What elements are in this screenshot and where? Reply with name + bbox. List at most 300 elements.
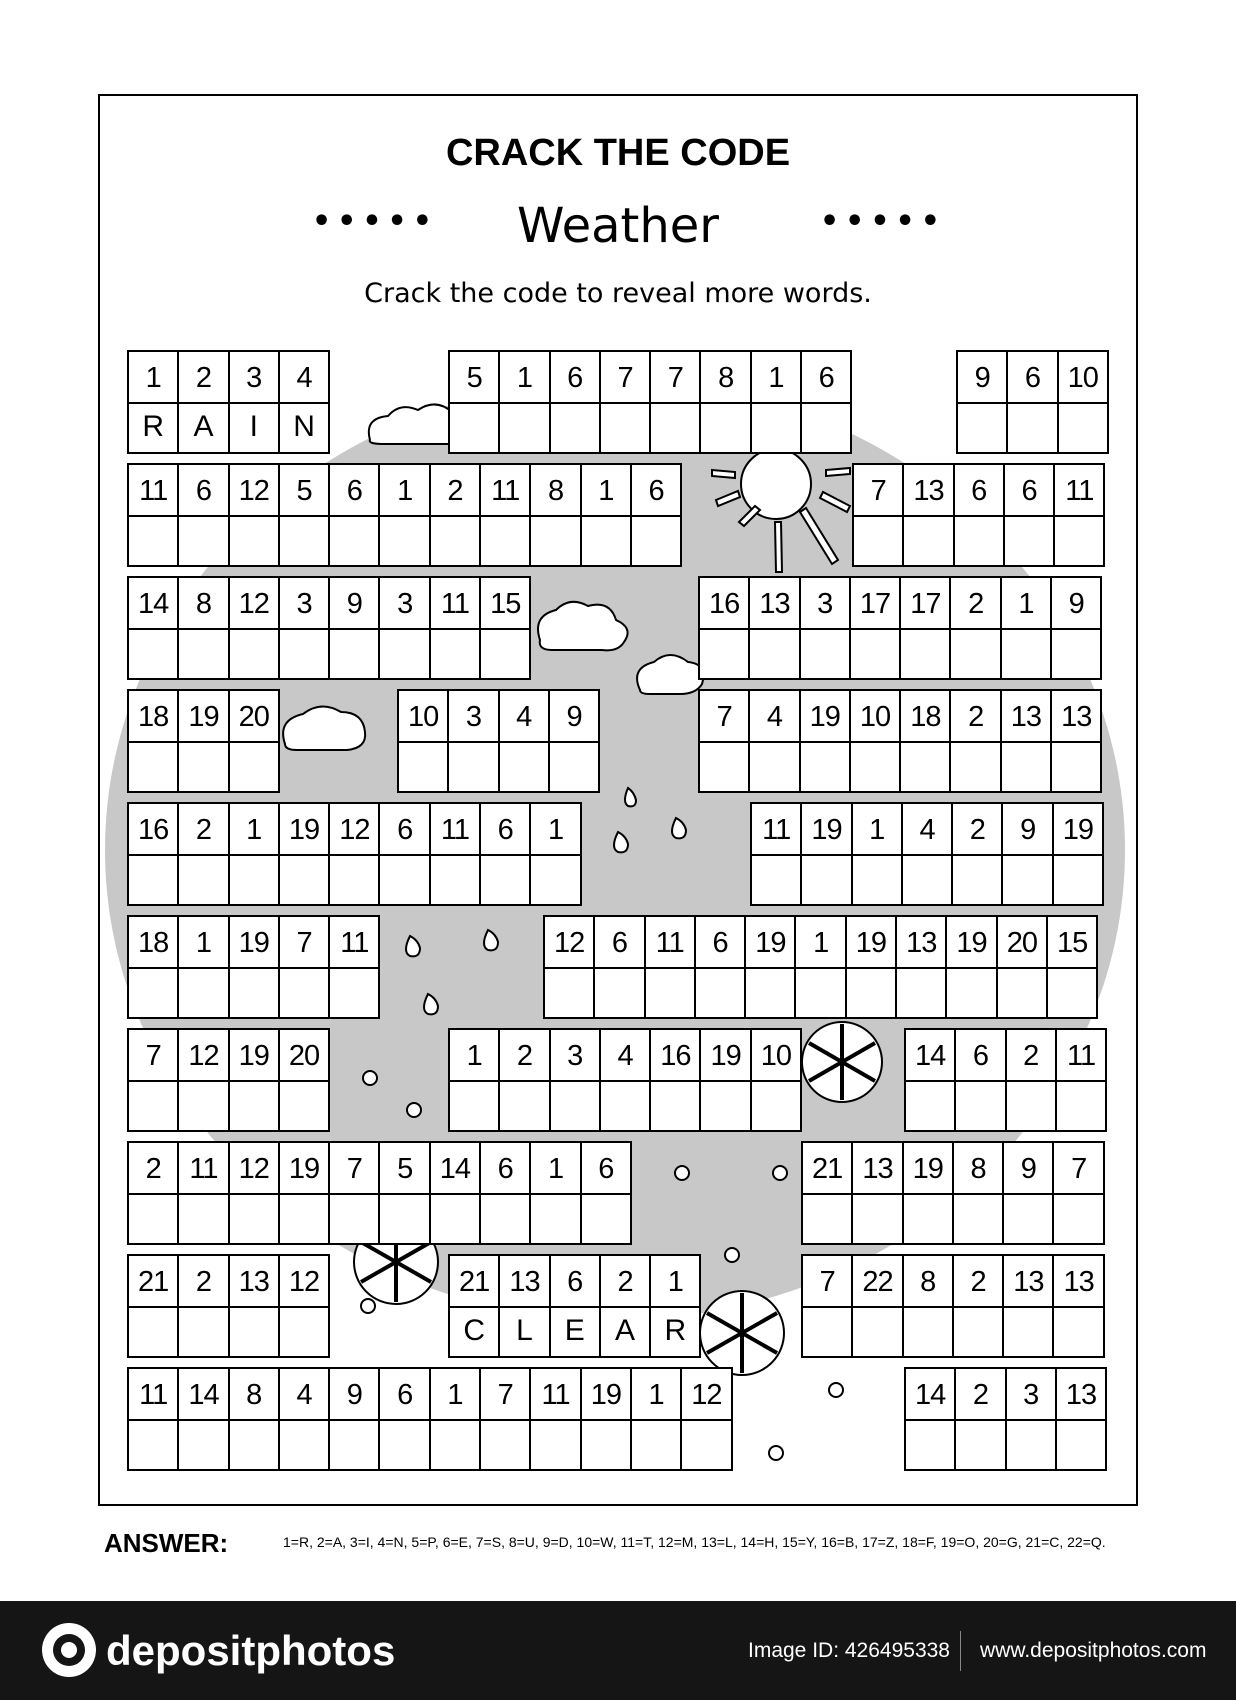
- code-cell[interactable]: [450, 352, 500, 454]
- code-cell[interactable]: [801, 691, 851, 793]
- code-cell[interactable]: [280, 804, 330, 906]
- code-number: 19: [855, 927, 887, 959]
- code-word: [127, 576, 531, 680]
- code-number: 8: [246, 1379, 262, 1411]
- code-number: 21: [459, 1266, 490, 1298]
- code-number: 1: [813, 927, 829, 959]
- code-word: [127, 915, 380, 1019]
- code-number: 11: [139, 475, 168, 507]
- code-cell[interactable]: [500, 1256, 550, 1358]
- code-cell[interactable]: [803, 1256, 853, 1358]
- code-cell[interactable]: [545, 917, 595, 1019]
- code-cell[interactable]: [802, 352, 852, 454]
- code-cell[interactable]: [179, 1369, 229, 1471]
- code-cell[interactable]: [953, 804, 1003, 906]
- code-cell[interactable]: [551, 1256, 601, 1358]
- code-cell[interactable]: [1054, 804, 1104, 906]
- code-cell[interactable]: [531, 804, 581, 906]
- code-cell[interactable]: [1052, 691, 1102, 793]
- code-cell[interactable]: [1004, 1143, 1054, 1245]
- code-number: 2: [617, 1266, 633, 1298]
- code-cell[interactable]: [129, 691, 179, 793]
- code-number: 2: [145, 1153, 161, 1185]
- code-cell[interactable]: [1004, 1256, 1054, 1358]
- code-cell[interactable]: [582, 1369, 632, 1471]
- code-number: 7: [617, 362, 633, 394]
- code-number: 1: [547, 1153, 564, 1185]
- code-number: 2: [972, 1379, 989, 1411]
- code-cell[interactable]: [551, 1030, 601, 1132]
- code-cell[interactable]: [595, 917, 645, 1019]
- code-cell[interactable]: [904, 1143, 954, 1245]
- code-cell[interactable]: [179, 1030, 229, 1132]
- code-number: 21: [812, 1153, 843, 1185]
- code-number: 16: [709, 588, 740, 620]
- code-number: 19: [811, 814, 842, 846]
- code-cell[interactable]: [431, 1143, 481, 1245]
- code-word: [448, 1254, 701, 1358]
- code-cell[interactable]: [230, 1369, 280, 1471]
- code-cell[interactable]: [531, 465, 581, 567]
- code-cell[interactable]: [230, 578, 280, 680]
- code-number: 4: [516, 701, 532, 733]
- code-word: [127, 1254, 330, 1358]
- code-cell[interactable]: [954, 1256, 1004, 1358]
- code-number: 19: [288, 1153, 320, 1185]
- code-cell[interactable]: [481, 1143, 531, 1245]
- code-cell[interactable]: [280, 1143, 330, 1245]
- code-cell[interactable]: [330, 578, 380, 680]
- code-word: [448, 1028, 802, 1132]
- code-cell[interactable]: [179, 465, 229, 567]
- code-cell[interactable]: [802, 804, 852, 906]
- code-number: 14: [915, 1379, 946, 1411]
- code-word: [801, 1141, 1105, 1245]
- code-number: 1: [648, 1379, 664, 1411]
- code-number: 8: [547, 475, 564, 507]
- code-cell[interactable]: [752, 352, 802, 454]
- code-cell[interactable]: [1055, 465, 1105, 567]
- code-number: 6: [1024, 362, 1041, 394]
- code-number: 3: [296, 588, 312, 620]
- code-cell[interactable]: [956, 1369, 1006, 1471]
- code-number: 1: [195, 927, 212, 959]
- code-cell[interactable]: [330, 465, 380, 567]
- code-cell[interactable]: [230, 1256, 280, 1358]
- code-cell[interactable]: [651, 352, 701, 454]
- code-cell[interactable]: [1002, 578, 1052, 680]
- code-cell[interactable]: [851, 578, 901, 680]
- code-cell[interactable]: [1048, 917, 1098, 1019]
- code-number: 5: [466, 362, 482, 394]
- code-cell[interactable]: [746, 917, 796, 1019]
- code-number: 15: [1056, 927, 1088, 959]
- site-url: www.depositphotos.com: [980, 1639, 1207, 1662]
- code-number: 2: [968, 588, 984, 620]
- code-cell[interactable]: [632, 1369, 682, 1471]
- code-cell[interactable]: [582, 1143, 632, 1245]
- code-cell[interactable]: [230, 691, 280, 793]
- code-cell[interactable]: [129, 352, 179, 454]
- code-word: [127, 463, 682, 567]
- code-cell[interactable]: [129, 1256, 179, 1358]
- code-cell[interactable]: [954, 1143, 1004, 1245]
- code-cell[interactable]: [601, 352, 651, 454]
- answer-letter: N: [293, 410, 315, 443]
- code-number: 13: [509, 1266, 540, 1298]
- code-cell[interactable]: [700, 691, 750, 793]
- code-number: 9: [974, 362, 990, 394]
- code-number: 9: [1020, 1153, 1036, 1185]
- code-cell[interactable]: [801, 578, 851, 680]
- code-cell[interactable]: [230, 465, 280, 567]
- puzzle-heading: CRACK THE CODE: [445, 132, 791, 174]
- code-number: 2: [970, 1266, 986, 1298]
- code-cell[interactable]: [906, 1369, 956, 1471]
- code-number: 9: [566, 701, 582, 733]
- code-cell[interactable]: [1003, 804, 1053, 906]
- code-cell[interactable]: [399, 691, 449, 793]
- code-number: 4: [296, 362, 312, 394]
- answer-letter: I: [249, 410, 258, 443]
- code-cell[interactable]: [230, 1143, 280, 1245]
- code-number: 10: [760, 1040, 792, 1072]
- code-cell[interactable]: [947, 917, 997, 1019]
- code-cell[interactable]: [651, 1256, 701, 1358]
- code-cell[interactable]: [998, 917, 1048, 1019]
- code-cell[interactable]: [851, 691, 901, 793]
- code-cell[interactable]: [854, 465, 904, 567]
- code-cell[interactable]: [280, 1256, 330, 1358]
- code-number: 6: [971, 475, 987, 507]
- code-number: 7: [346, 1153, 362, 1185]
- code-cell[interactable]: [230, 917, 280, 1019]
- code-cell[interactable]: [280, 1030, 330, 1132]
- code-number: 9: [346, 588, 362, 620]
- code-cell[interactable]: [906, 1030, 956, 1132]
- code-cell[interactable]: [646, 917, 696, 1019]
- code-number: 6: [972, 1040, 989, 1072]
- code-number: 8: [970, 1153, 986, 1185]
- code-cell[interactable]: [632, 465, 682, 567]
- code-number: 3: [817, 588, 833, 620]
- code-cell[interactable]: [1005, 465, 1055, 567]
- code-cell[interactable]: [230, 352, 280, 454]
- code-number: 13: [238, 1266, 269, 1298]
- code-cell[interactable]: [955, 465, 1005, 567]
- footer-bar: [0, 1601, 1236, 1700]
- code-number: 18: [138, 701, 169, 733]
- code-cell[interactable]: [531, 1369, 581, 1471]
- code-cell[interactable]: [280, 1369, 330, 1471]
- code-cell[interactable]: [901, 578, 951, 680]
- code-number: 2: [447, 475, 463, 507]
- code-word: [448, 350, 852, 454]
- code-number: 13: [1065, 1379, 1097, 1411]
- code-cell[interactable]: [330, 917, 380, 1019]
- code-cell[interactable]: [449, 691, 499, 793]
- code-cell[interactable]: [129, 917, 179, 1019]
- code-cell[interactable]: [380, 1143, 430, 1245]
- code-cell[interactable]: [752, 1030, 802, 1132]
- code-cell[interactable]: [958, 352, 1008, 454]
- code-number: 18: [910, 701, 941, 733]
- code-cell[interactable]: [280, 917, 330, 1019]
- code-word: [127, 689, 280, 793]
- code-cell[interactable]: [129, 1030, 179, 1132]
- code-number: 8: [920, 1266, 936, 1298]
- code-cell[interactable]: [951, 691, 1001, 793]
- code-cell[interactable]: [179, 352, 229, 454]
- code-number: 6: [497, 1153, 513, 1185]
- code-number: 21: [138, 1266, 169, 1298]
- code-cell[interactable]: [803, 1143, 853, 1245]
- code-cell[interactable]: [853, 804, 903, 906]
- code-number: 13: [1061, 701, 1092, 733]
- code-cell[interactable]: [1059, 352, 1109, 454]
- code-number: 1: [246, 814, 262, 846]
- code-cell[interactable]: [956, 1030, 1006, 1132]
- code-cell[interactable]: [1008, 352, 1058, 454]
- code-cell[interactable]: [696, 917, 746, 1019]
- code-number: 3: [246, 362, 262, 394]
- code-number: 12: [188, 1040, 219, 1072]
- code-cell[interactable]: [1007, 1030, 1057, 1132]
- code-cell[interactable]: [431, 804, 481, 906]
- code-number: 3: [465, 701, 482, 733]
- code-number: 3: [1023, 1379, 1039, 1411]
- code-cell[interactable]: [129, 578, 179, 680]
- code-cell[interactable]: [701, 1030, 751, 1132]
- code-number: 6: [1021, 475, 1037, 507]
- code-cell[interactable]: [951, 578, 1001, 680]
- code-number: 10: [408, 701, 439, 733]
- code-cell[interactable]: [904, 1256, 954, 1358]
- code-cell[interactable]: [280, 578, 330, 680]
- code-cell[interactable]: [280, 352, 330, 454]
- code-number: 14: [188, 1379, 219, 1411]
- code-number: 19: [238, 927, 269, 959]
- code-number: 6: [397, 1379, 413, 1411]
- code-number: 1: [869, 814, 885, 846]
- code-cell[interactable]: [450, 1256, 500, 1358]
- code-cell[interactable]: [847, 917, 897, 1019]
- code-number: 1: [145, 362, 161, 394]
- code-number: 17: [910, 588, 941, 620]
- code-word: [956, 350, 1109, 454]
- answer-letter: E: [564, 1314, 585, 1347]
- code-number: 11: [1066, 1040, 1096, 1072]
- code-cell[interactable]: [431, 1369, 481, 1471]
- code-cell[interactable]: [230, 1030, 280, 1132]
- code-number: 2: [968, 701, 984, 733]
- code-cell[interactable]: [500, 691, 550, 793]
- code-number: 20: [1006, 927, 1037, 959]
- code-cell[interactable]: [1007, 1369, 1057, 1471]
- code-cell[interactable]: [380, 465, 430, 567]
- code-cell[interactable]: [280, 465, 330, 567]
- code-number: 6: [195, 475, 212, 507]
- code-cell[interactable]: [531, 1143, 581, 1245]
- code-number: 12: [238, 588, 269, 620]
- code-number: 2: [195, 814, 212, 846]
- code-number: 7: [145, 1040, 161, 1072]
- code-cell[interactable]: [853, 1143, 903, 1245]
- code-cell[interactable]: [651, 1030, 701, 1132]
- code-number: 4: [919, 814, 935, 846]
- code-cell[interactable]: [897, 917, 947, 1019]
- code-cell[interactable]: [230, 804, 280, 906]
- code-cell[interactable]: [380, 804, 430, 906]
- answer-letter: R: [664, 1314, 687, 1347]
- code-cell[interactable]: [481, 1369, 531, 1471]
- code-number: 2: [1023, 1040, 1039, 1072]
- code-number: 1: [447, 1379, 463, 1411]
- code-number: 3: [397, 588, 413, 620]
- code-cell[interactable]: [179, 691, 229, 793]
- code-number: 19: [188, 701, 219, 733]
- dots-left: •••••: [312, 204, 438, 239]
- code-cell[interactable]: [601, 1030, 651, 1132]
- code-cell[interactable]: [179, 917, 229, 1019]
- code-cell[interactable]: [380, 1369, 430, 1471]
- code-number: 8: [195, 588, 212, 620]
- image-id: Image ID: 426495338: [748, 1639, 950, 1662]
- code-cell[interactable]: [481, 465, 531, 567]
- code-number: 4: [617, 1040, 633, 1072]
- code-number: 13: [1063, 1266, 1094, 1298]
- code-number: 14: [915, 1040, 946, 1072]
- code-cell[interactable]: [179, 578, 229, 680]
- code-cell[interactable]: [380, 578, 430, 680]
- code-word: [698, 689, 1102, 793]
- code-cell[interactable]: [750, 578, 800, 680]
- code-cell[interactable]: [1052, 578, 1102, 680]
- code-cell[interactable]: [129, 1369, 179, 1471]
- code-cell[interactable]: [330, 1369, 380, 1471]
- code-cell[interactable]: [601, 1256, 651, 1358]
- code-number: 20: [288, 1040, 320, 1072]
- code-cell[interactable]: [481, 804, 531, 906]
- code-cell[interactable]: [129, 1143, 179, 1245]
- code-cell[interactable]: [701, 352, 751, 454]
- code-number: 7: [870, 475, 886, 507]
- code-number: 20: [238, 701, 269, 733]
- code-number: 8: [718, 362, 734, 394]
- code-cell[interactable]: [179, 804, 229, 906]
- code-cell[interactable]: [752, 804, 802, 906]
- code-cell[interactable]: [330, 804, 380, 906]
- depositphotos-logo-icon: [40, 1621, 98, 1679]
- code-number: 11: [491, 475, 520, 507]
- code-number: 7: [497, 1379, 513, 1411]
- code-cell[interactable]: [129, 804, 179, 906]
- code-number: 6: [567, 362, 583, 394]
- code-number: 19: [590, 1379, 621, 1411]
- code-cell[interactable]: [904, 465, 954, 567]
- code-word: [127, 350, 330, 454]
- code-cell[interactable]: [481, 578, 531, 680]
- code-number: 2: [969, 814, 985, 846]
- code-number: 11: [340, 927, 369, 959]
- code-number: 13: [759, 588, 790, 620]
- code-number: 1: [667, 1266, 683, 1298]
- code-number: 11: [139, 1379, 168, 1411]
- code-number: 7: [296, 927, 312, 959]
- code-number: 6: [648, 475, 664, 507]
- code-number: 7: [716, 701, 732, 733]
- code-cell[interactable]: [431, 465, 481, 567]
- code-number: 1: [768, 362, 784, 394]
- code-cell[interactable]: [903, 804, 953, 906]
- code-cell[interactable]: [550, 691, 600, 793]
- code-cell[interactable]: [1002, 691, 1052, 793]
- code-number: 1: [547, 814, 564, 846]
- code-cell[interactable]: [500, 352, 550, 454]
- code-cell[interactable]: [853, 1256, 903, 1358]
- code-cell[interactable]: [682, 1369, 732, 1471]
- code-number: 6: [712, 927, 728, 959]
- code-word: [852, 463, 1105, 567]
- code-cell[interactable]: [700, 578, 750, 680]
- code-number: 1: [397, 475, 413, 507]
- footer-divider: [960, 1631, 961, 1671]
- code-cell[interactable]: [1057, 1369, 1107, 1471]
- code-cell[interactable]: [431, 578, 481, 680]
- code-number: 13: [862, 1153, 893, 1185]
- code-word: [801, 1254, 1105, 1358]
- code-word: [127, 1141, 632, 1245]
- code-number: 17: [859, 588, 891, 620]
- code-cell[interactable]: [1054, 1143, 1104, 1245]
- code-number: 6: [567, 1266, 583, 1298]
- puzzle-instructions: Crack the code to reveal more words.: [364, 278, 872, 309]
- code-number: 2: [195, 1266, 212, 1298]
- code-number: 6: [497, 814, 513, 846]
- code-word: [750, 802, 1104, 906]
- code-number: 11: [189, 1153, 218, 1185]
- code-number: 19: [238, 1040, 269, 1072]
- code-cell[interactable]: [330, 1143, 380, 1245]
- code-cell[interactable]: [796, 917, 846, 1019]
- code-number: 19: [755, 927, 786, 959]
- code-number: 11: [440, 814, 469, 846]
- code-number: 13: [1013, 1266, 1044, 1298]
- code-number: 6: [598, 1153, 614, 1185]
- code-cell[interactable]: [750, 691, 800, 793]
- code-cell[interactable]: [179, 1143, 229, 1245]
- code-cell[interactable]: [500, 1030, 550, 1132]
- code-cell[interactable]: [1057, 1030, 1107, 1132]
- code-word: [397, 689, 600, 793]
- code-number: 5: [296, 475, 312, 507]
- code-cell[interactable]: [582, 465, 632, 567]
- code-number: 6: [346, 475, 362, 507]
- code-cell[interactable]: [179, 1256, 229, 1358]
- code-number: 13: [906, 927, 937, 959]
- code-number: 4: [296, 1379, 312, 1411]
- dots-right: •••••: [820, 204, 946, 239]
- code-cell[interactable]: [551, 352, 601, 454]
- code-cell[interactable]: [1054, 1256, 1104, 1358]
- code-word: [127, 1367, 733, 1471]
- code-number: 14: [138, 588, 169, 620]
- code-cell[interactable]: [129, 465, 179, 567]
- code-number: 14: [439, 1153, 471, 1185]
- code-number: 18: [138, 927, 169, 959]
- code-cell[interactable]: [450, 1030, 500, 1132]
- code-cell[interactable]: [901, 691, 951, 793]
